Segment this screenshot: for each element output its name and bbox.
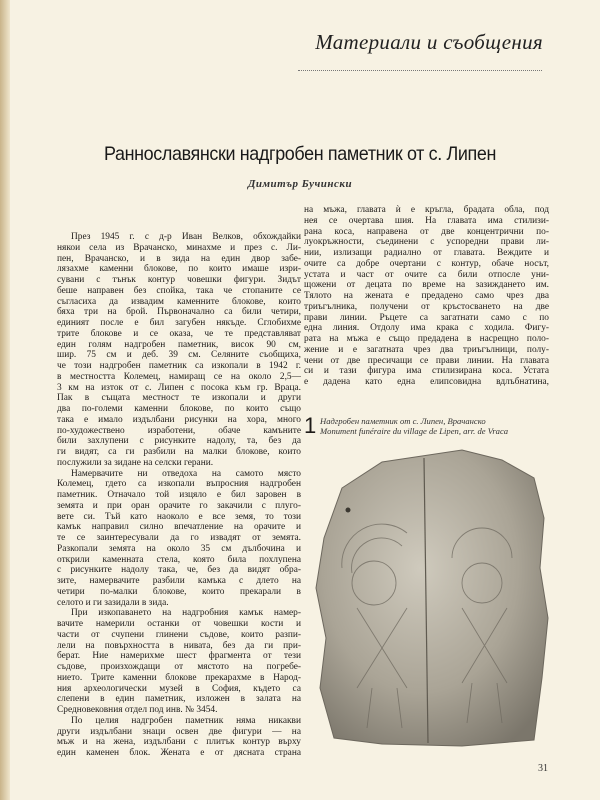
caption-french: Monument funéraire du village de Lipen, arr. de Vraca [320,426,509,436]
text-line: Средновековния отдел под инв. № 3454. [57,705,218,715]
text-line: жение и е загатната чрез два триъгълници, полу- [304,344,549,355]
section-header: Материали и съобщения [315,30,543,54]
stone-monument-photo [312,448,550,748]
book-binding-edge [0,0,10,800]
text-line: рата на мъжа е също предадена в насрещно поло- [304,334,549,344]
page-number: 31 [538,763,548,774]
text-column-right [304,205,549,388]
text-line: ги видят, са ги разбили на малки блокове, които [57,447,301,457]
text-line: с рисунките надолу така, че, без да видят обра- [57,565,301,576]
text-line: два по-големи каменни блокове, по които също [57,404,301,414]
article-author: Димитър Бучински [247,178,353,190]
text-line: вачите намерили останки от човешки кости и [57,619,301,629]
text-line: устата и част от очите са били отпосле уни- [304,269,549,280]
text-line: трите блокове и се оказа, че те представляват [57,328,301,339]
text-line: други издълбани знаци освен две фигури — на [57,726,301,737]
text-line: шир. 75 см и деб. 39 см. Селяните съобщиха, [57,350,301,361]
text-line: по-художествено изработени, обаче камъните [57,425,301,436]
text-line: съдове, произхождащи от мястото на погребе- [57,662,301,672]
text-line: Намервачите ни отведоха на самото място [71,468,301,479]
text-line: ния археологически музей в София, където са [57,683,301,694]
text-line: По целия надгробен паметник няма никакви [71,715,301,726]
text-line: Тялото на жената е предадено само чрез два [304,291,549,301]
text-line: единият после е бил загубен някъде. Сглобихме [57,318,301,328]
caption-bulgarian: Надгробен паметник от с. Липен, Врачанско [320,416,486,426]
article-title: Раннославянски надгробен паметник от с. Липен [103,143,497,165]
figure-caption [304,413,554,443]
text-line: един каменен блок. Жената е от дясната страна [57,748,301,758]
text-line: Колемец, гдето са изкопали въпросния надгробен [57,479,301,490]
text-line: чени от две пресичащи се прави линии. На главата [304,355,549,366]
text-line: беше направен без спойка, така че стопаните се [57,285,301,296]
stone-slab [316,450,548,746]
text-line: сувани с тънък контур човешки фигури. Зидът [57,275,301,285]
text-line: послужили за зидане на селски герани. [57,457,214,468]
text-line: земята и при оран орачите го закачили с плуго- [57,500,301,511]
text-line: четири по-малки блокове, които прекарали в [57,586,301,597]
text-line: 3 км на изток от с. Липен с посока към гр. Враца. [57,382,301,393]
section-header-rule [298,70,542,71]
text-line: нии, излизащи радиално от главата. Веждите и [304,248,549,258]
text-line: съгласиха да извадим каменните блокове, които [57,296,301,307]
text-column-left [57,232,301,759]
text-line: Пак в същата местност те изкопали и други [57,393,301,404]
text-line: части от счупени глинени съдове, които разпи- [57,629,301,640]
figure-number: 1 [304,413,317,438]
text-line: вете си. Тъй като наоколо е все земя, то този [57,511,301,522]
text-line: слепени в един паметник, изложен в залата на [57,694,301,705]
text-line: рана коса, направена от две концентрични по- [304,226,549,237]
text-line: мъж и на жена, издълбани с плитък контур върху [57,737,301,748]
text-line: открили каменната стела, която била похлупена [57,554,301,565]
text-line: паметник. Отначало той изцяло е бил заровен в [57,490,301,500]
text-line: една линия. Отдолу има крака с ходила. Фигу- [304,323,549,334]
text-line: е дадена като една елипсовидна вдлъбнатина, [304,377,549,387]
text-line: очите са добре очертани с контур, обаче носът, [304,258,549,269]
text-line: на мъжа, главата ѝ е кръгла, брадата обла, под [304,205,549,215]
text-line: луокръжности, съединени с успоредни прави ли- [304,237,549,248]
text-line: прави линии. Ръцете са загатнати само с по [304,312,549,323]
text-line: лязахме каменни блокове, по които имаше изри- [57,264,301,275]
text-line: така е имало издълбани рисунки на хора, много [57,414,301,425]
text-line: зите, намервачите разбили камъка с длето на [57,576,301,586]
text-line: селото и ги зазидали в зида. [57,597,169,608]
text-line: триъгълника, получени от кръстосването на две [304,301,549,312]
text-line: нието. Трите каменни блокове прекарахме в Народ- [57,672,301,683]
text-line: те се заинтересували да го извадят от земята. [57,533,301,543]
text-line: в местността Колемец, намиращ се на около 2,5— [57,371,301,382]
text-line: Разкопали земята на около 35 см дълбочина и [57,543,301,554]
text-line: пен, Врачанско, и в зида на един двор забе- [57,253,301,264]
text-line: че този надгробен паметник са изкопали в 1942 г. [57,361,301,371]
text-line: берат. Ние намерихме шест фрагмента от тези [57,651,301,662]
text-line: си и тази фигура има стилизирана коса. Устата [304,366,549,377]
text-line: бяха три на брой. Първоначално са били четири, [57,307,301,318]
text-line: През 1945 г. с д-р Иван Велков, обхождайки [71,232,301,242]
text-line: нея се очертава шия. На главата има стилизи- [304,215,549,226]
text-line: един голям надгробен паметник, висок 90 см, [57,339,301,350]
text-line: При изкопаването на надгробния камък намер- [71,608,301,619]
text-line: камък направил силно впечатление на орачите и [57,522,301,533]
text-line: някои села из Врачанско, минахме и през с. Ли- [57,242,301,253]
text-line: щожени от децата по време на зазиждането им. [304,280,549,291]
text-line: лели на повърхността в нивата, без да ги при- [57,640,301,651]
text-line: били захлупени с рисунките надолу, та, без да [57,436,301,447]
